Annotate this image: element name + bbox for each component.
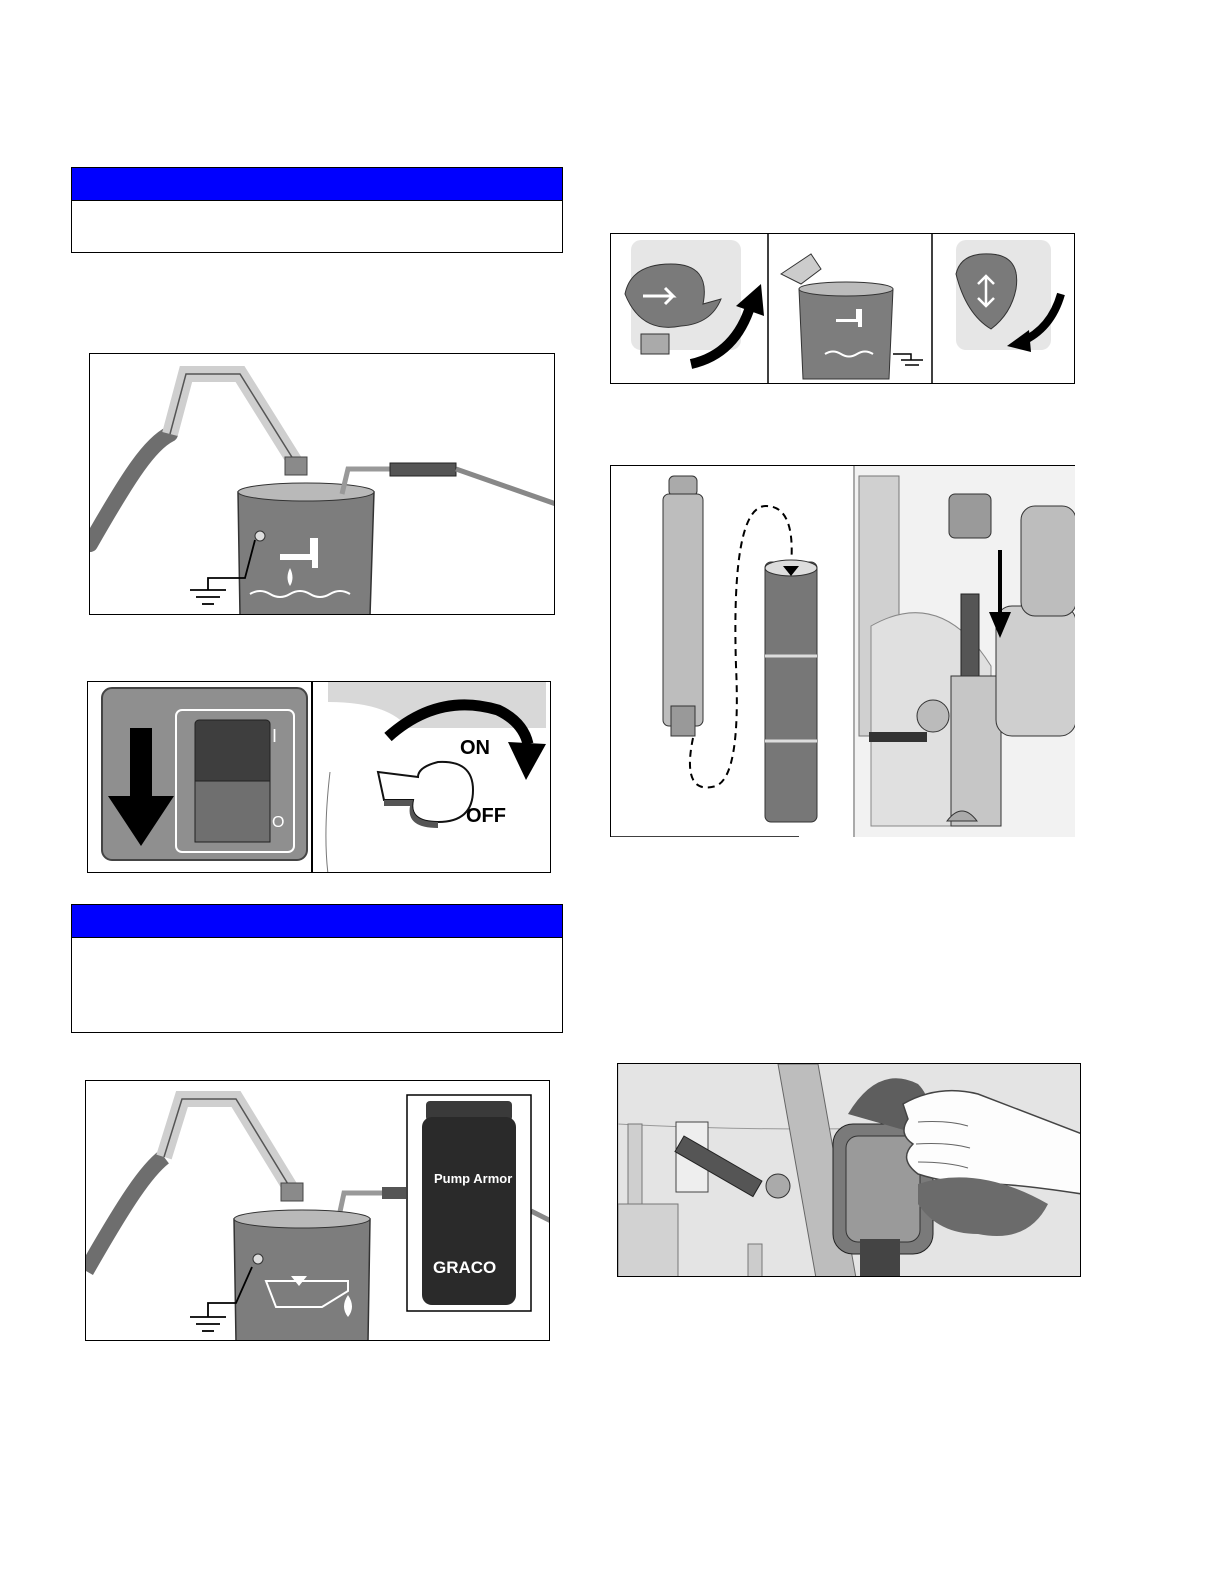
notice-band <box>72 168 562 201</box>
figure-power-switch <box>87 681 551 873</box>
valve-knob <box>378 762 473 828</box>
notice-box-1 <box>71 167 563 253</box>
figure-hand-on-pump <box>617 1063 1081 1277</box>
switch-i-mark: I <box>272 726 278 746</box>
figure-flush-pail <box>89 353 555 615</box>
figure-prime-valve-sequence <box>610 233 1075 384</box>
notice-box-2 <box>71 904 563 1033</box>
bottle-brand: GRACO <box>433 1258 497 1277</box>
pump-assembly-illustration <box>855 466 1075 837</box>
bottle-title: Pump Armor <box>434 1171 513 1186</box>
valve-off-label: OFF <box>466 805 506 827</box>
valve-on-label: ON <box>460 737 490 759</box>
notice-band <box>72 905 562 938</box>
pail-illustration <box>238 483 374 615</box>
filter-screen <box>765 560 817 822</box>
figure-pump-armor <box>85 1080 550 1341</box>
figure-filter-replacement <box>610 465 1075 837</box>
filter-support <box>663 476 703 736</box>
pump-armor-bottle <box>422 1101 516 1305</box>
switch-o-mark: O <box>272 814 285 831</box>
